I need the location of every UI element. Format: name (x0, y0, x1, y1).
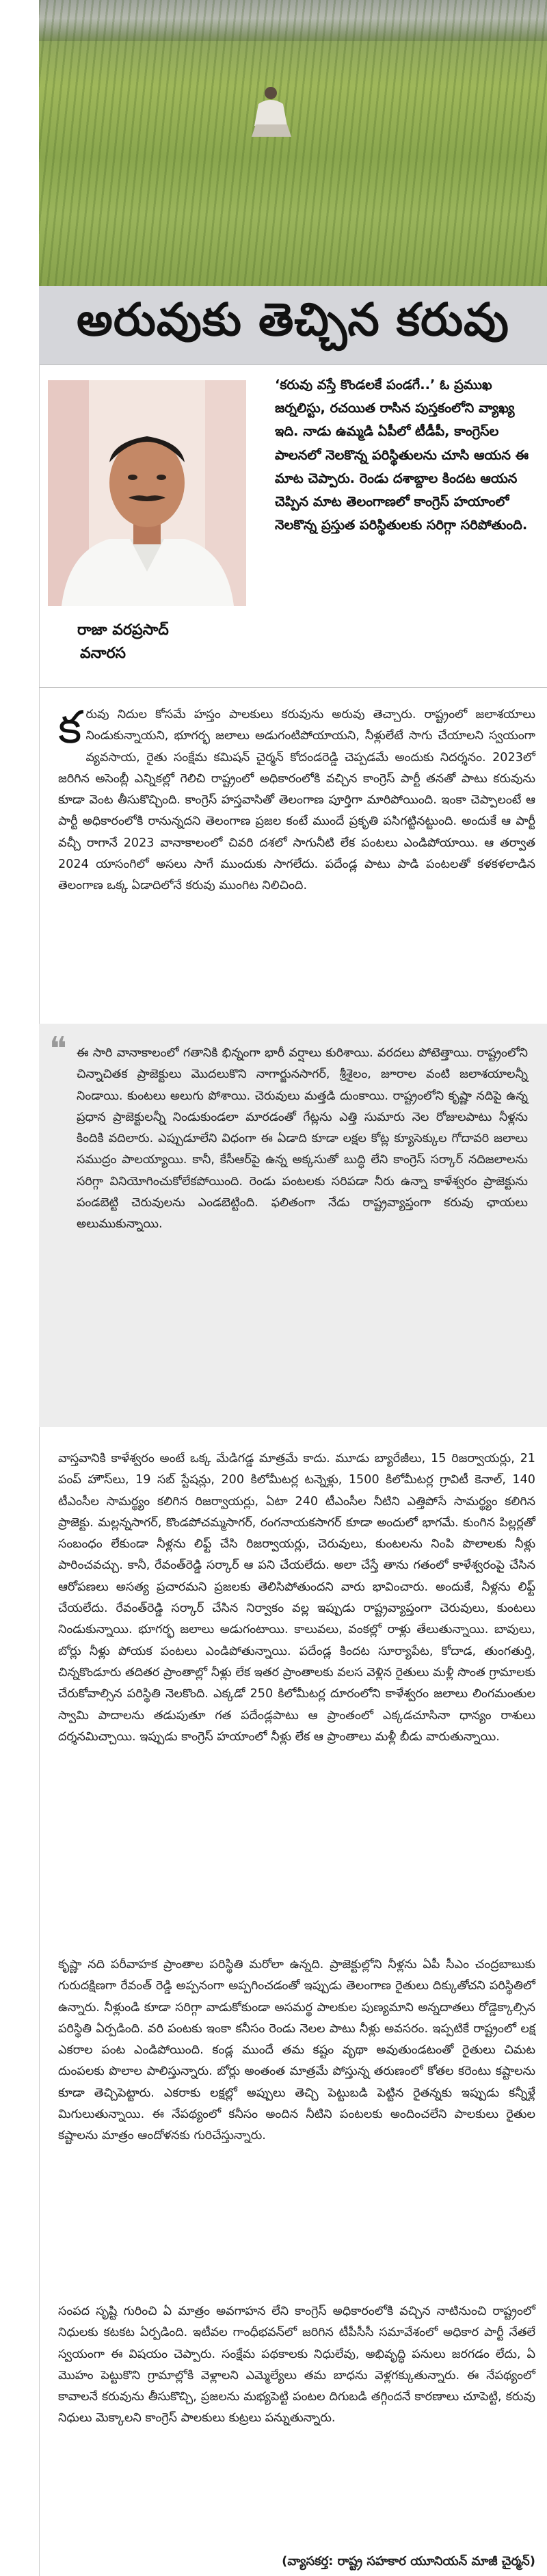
paragraph-5: సంపద సృష్టి గురించి ఏ మాత్రం అవగాహన లేని కాంగ్రెస్‌ అధికారంలోకి వచ్చిన నాటినుంచి రాష్ట్రంలో నిధులకు కటకట ఏర్పడింది. ఇటీవల గాంధీభవన్‌లో జరిగిన టీపీసీసీ సమావేశంలో అధికార పార్టీ నేతలే స్వయంగా ఈ విషయం చెప్పారు. సంక్షేమ పథకాలకు నిధులేవు, అభివృద్ధి పనులు జరగడం లేదు, ఏ మొహం పెట్టుకొని గ్రామాల్లోకి వెళ్లాలని ఎమ్మెల్యేలు తమ బాధను వెళ్లగక్కుతున్నారు. ఈ నేపథ్యంలో కావాలనే కరువును తీసుకొచ్చి, ప్రజలను మభ్యపెట్టి పంటల దిగుబడి తగ్గిందనే కారణాలు చూపెట్టి, కరువు నిధులు మెక్కాలని కాంగ్రెస్‌ పాలకులు కుట్రలు పన్నుతున్నారు. (58, 2305, 535, 2426)
author-silhouette (48, 380, 246, 606)
farmer-figure (246, 83, 297, 137)
rule-line (39, 364, 547, 365)
author-designation: (వ్యాసకర్త: రాష్ట్ర సహకార యూనియన్‌ మాజీ చైర్మన్‌) (282, 2554, 535, 2568)
drop-cap: క (58, 701, 82, 754)
column-rule (39, 364, 40, 2576)
section-divider (39, 687, 547, 688)
quote-mark-icon: ❝ (49, 1030, 67, 1068)
headline: అరువుకు తెచ్చిన కరువు (77, 293, 509, 346)
paragraph-4: కృష్ణా నది పరీవాహక ప్రాంతాల పరిస్థితి మరోలా ఉన్నది. ప్రాజెక్టుల్లోని నీళ్లను ఏపీ సీఎం చంద్రబాబుకు గురుదక్షిణగా రేవంత్‌ రెడ్డి అప్పనంగా అప్పగించడంతో ఇప్పుడు తెలంగాణ రైతులు దిక్కుతోచని పరిస్థితిలో ఉన్నారు. నీళ్లుండి కూడా సరిగ్గా వాడుకోకుండా అసమర్థ పాలకుల పుణ్యమాని అన్నదాతలు రోడ్డెక్కాల్సిన పరిస్థితి ఏర్పడింది. వరి పంటకు ఇంకా కనీసం రెండు నెలల పాటు నీళ్లు అవసరం. ఇప్పటికే రాష్ట్రంలో లక్ష ఎకరాల పంట ఎండిపోయింది. కండ్ల ముందే తమ కష్టం వృథా అవుతుండటంతో రైతులు చిమట దుంపలకు పొలాల పాలిస్తున్నారు. బోర్లు అంతంత మాత్రమే పోస్తున్న తరుణంలో కోతల కరెంటు కష్టాలను కూడా తెచ్చిపెట్టారు. ఎకరాకు లక్షల్లో అప్పులు తెచ్చి పెట్టుబడి పెట్టిన రైతన్నకు ఇప్పుడు కన్నీళ్లే మిగులుతున్నాయి. ఈ నేపథ్యంలో కనీసం అందిన నీటిని పంటలకు అందించలేని పాలకులు రైతుల కష్టాలను మాత్రం ఆందోళనకు గురిచేస్తున్నారు. (58, 1958, 535, 2143)
crop-rows (39, 0, 547, 286)
paragraph-2: ఈ సారి వానాకాలంలో గతానికి భిన్నంగా భారీ వర్షాలు కురిశాయి. వరదలు పోటెత్తాయి. రాష్ట్రంలోని చిన్నాచితక ప్రాజెక్టులు మొదలుకొని నాగార్జునసాగర్‌, శ్రీశైలం, జూరాల వంటి జలాశయాలన్నీ నిండాయి. కుంటలు అలుగు పోశాయి. చెరువులు మత్తడి దుంకాయి. రాష్ట్రంలోని కృష్ణా నదిపై ఉన్న ప్రధాన ప్రాజెక్టులన్నీ నిండుకుండలా మారడంతో గేట్లను ఎత్తి సుమారు నెల రోజులపాటు నీళ్లను కిందికి వదిలారు. ఎప్పుడూలేని విధంగా ఈ ఏడాది కూడా లక్షల కోట్ల క్యూసెక్కుల గోదావరి జలాలు సముద్రం పాలయ్యాయి. కానీ, కేసీఆర్‌పై ఉన్న అక్కసుతో బుద్ధి లేని కాంగ్రెస్‌ సర్కార్‌ నదిజలాలను సరిగ్గా వినియోగించుకోలేకపోయింది. రెండు పంటలకు సరిపడా నీరు ఉన్నా కాళేశ్వరం ప్రాజెక్టును పండబెట్టి చెరువులను ఎండబెట్టింది. ఫలితంగా నేడు రాష్ట్రవ్యాప్తంగా కరువు ఛాయలు అలుముకున్నాయి. (77, 1046, 528, 1232)
paddy-field-photo (39, 0, 547, 286)
paragraph-3: వాస్తవానికి కాళేశ్వరం అంటే ఒక్క మేడిగడ్డ మాత్రమే కాదు. మూడు బ్యారేజీలు, 15 రిజర్వాయర్లు, 21 పంప్‌ హౌస్‌లు, 19 సబ్‌ స్టేషన్లు, 200 కిలోమీటర్ల టన్నెళ్లు, 1500 కిలోమీటర్ల గ్రావిటీ కెనాల్‌, 140 టీఎంసీల సామర్థ్యం కలిగిన రిజర్వాయర్లు, ఏటా 240 టీఎంసీల నీటిని ఎత్తిపోసే సామర్థ్యం కలిగిన ప్రాజెక్టు. మల్లన్నసాగర్‌, కొండపోచమ్మసాగర్‌, రంగనాయకసాగర్‌ కూడా అందులో భాగమే. కుంగిన పిల్లర్లతో సంబంధం లేకుండా నీళ్లను లిఫ్ట్‌ చేసి రిజర్వాయర్లు, చెరువులు, కుంటలను నింపి పొలాలకు నీళ్లు పారించవచ్చు. కానీ, రేవంత్‌రెడ్డి సర్కార్‌ ఆ పని చేయలేదు. అలా చేస్తే తాను గతంలో కాళేశ్వరంపై చేసిన ఆరోపణలు అసత్య ప్రచారమని ప్రజలకు తెలిసిపోతుందని వారు భావించారు. అందుకే, నీళ్లను లిఫ్ట్‌ చేయలేదు. రేవంత్‌రెడ్డి సర్కార్‌ చేసిన నిర్వాకం వల్ల ఇప్పుడు రాష్ట్రవ్యాప్తంగా చెరువులు, కుంటలు నిండుకున్నాయి. భూగర్భ జలాలు అడుగంటాయి. కాలువలు, వంకల్లో రాళ్లు తేలుతున్నాయి. బావులు, బోర్లు నీళ్లు పోయక పంటలు ఎండిపోతున్నాయి. పదేండ్ల కిందట సూర్యాపేట, కోదాడ, తుంగతుర్తి, చిన్నకొండూరు తదితర ప్రాంతాల్లో నీళ్లు లేక ఇతర ప్రాంతాలకు వలస వెళ్లిన రైతులు మళ్లీ సొంత గ్రామాలకు చేరుకోవాల్సిన పరిస్థితి నెలకొంది. ఎక్కడో 250 కిలోమీటర్ల దూరంలోని కాళేశ్వరం జలాలు లింగమంతుల స్వామి పాదాలను తడుపుతూ గత పదేండ్లపాటు ఆ ప్రాంతంలో ఎక్కడచూసినా ధాన్యం రాశులు దర్శనమిచ్చాయి. ఇప్పుడు కాంగ్రెస్‌ హయాంలో నీళ్లు లేక ఆ ప్రాంతాలు మళ్లీ బీడు వారుతున్నాయి. (58, 1452, 535, 1744)
author-name-line1: రాజా వరప్రసాద్ (77, 622, 169, 639)
author-photo (48, 380, 246, 606)
headline-band (39, 286, 547, 364)
paragraph-1 (58, 701, 535, 897)
paragraph-1-text: రువు నిదుల కోసమే హస్తం పాలకులు కరువును అరువు తెచ్చారు. రాష్ట్రంలో జలాశయాలు నిండుకున్నాయని, భూగర్భ జలాలు అడుగంటిపోయాయని, నీళ్లులేటే సాగు చేయాలని స్వయంగా వ్యవసాయ, రైతు సంక్షేమ కమిషన్‌ చైర్మన్‌ కోదండరెడ్డి చెప్పడమే అందుకు నిదర్శనం. 2023లో జరిగిన అసెంబ్లీ ఎన్నికల్లో గెలిచి రాష్ట్రంలో అధికారంలోకి వచ్చిన కాంగ్రెస్‌ పార్టీ తనతో పాటు కరువును కూడా వెంట తీసుకొచ్చింది. కాంగ్రెస్‌ హస్తవాసితో తెలంగాణ పూర్తిగా మారిపోయింది. ఇంకా చెప్పాలంటే ఆ పార్టీ అధికారంలోకి రానున్నదని తెలంగాణ ప్రజల కంటే ముందే ప్రకృతి పసిగట్టినట్టుంది. అందుకే ఆ పార్టీ వచ్చీ రాగానే 2023 వానాకాలంలో చివరి దశలో సాగునీటి లేక పంటలు ఎండిపోయాయి. ఆ తర్వాత 2024 యాసంగిలో అసలు సాగే ముందుకు సాగలేదు. పదేండ్ల పాటు పాడి పంటలతో కళకళలాడిన తెలంగాణ ఒక్క ఏడాదిలోనే కరువు ముంగిట నిలిచింది. (58, 708, 535, 893)
author-byline (77, 619, 248, 665)
pull-quote: ‘కరువు వస్తే కొండలకే పండగే..’ ఓ ప్రముఖ జర్నలిస్టు, రచయిత రాసిన పుస్తకంలోని వ్యాఖ్య ఇది. నాడు ఉమ్మడి ఏపీలో టీడీపీ, కాంగ్రెస్‌ల పాలనలో నెలకొన్న పరిస్థితులను చూసి ఆయన ఈ మాట చెప్పారు. రెండు దశాబ్దాల కిందట ఆయన చెప్పిన మాట తెలంగాణలో కాంగ్రెస్‌ హయాంలో నెలకొన్న ప్రస్తుత పరిస్థితులకు సరిగ్గా సరిపోతుంది. (275, 377, 529, 533)
author-name-line2: వనారస (80, 645, 126, 662)
